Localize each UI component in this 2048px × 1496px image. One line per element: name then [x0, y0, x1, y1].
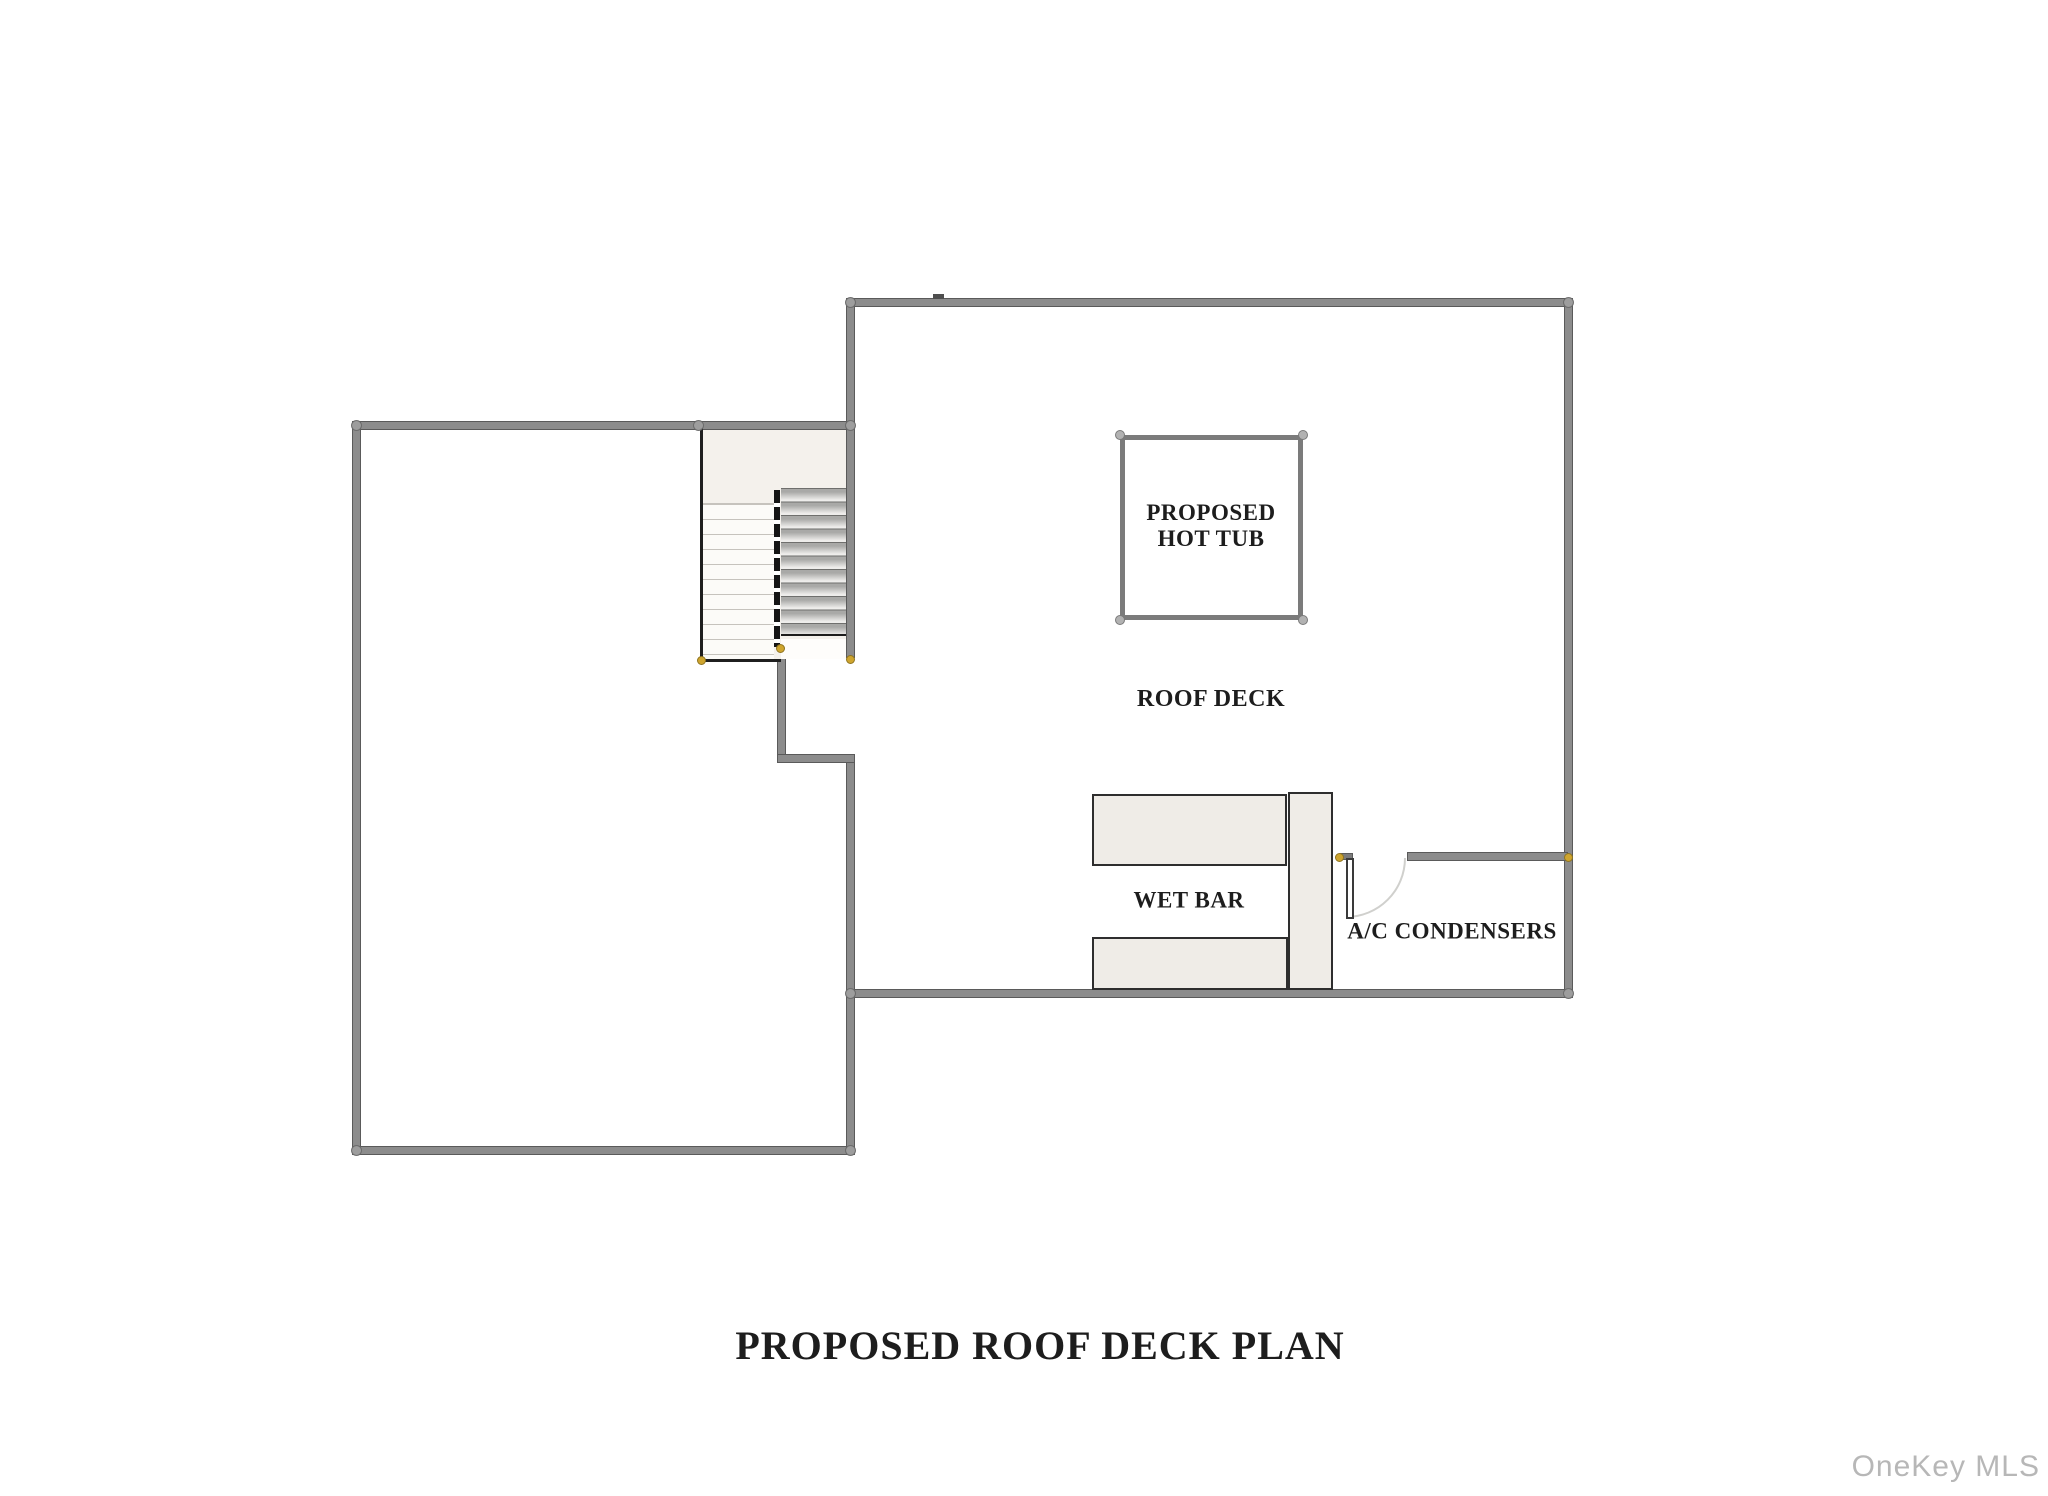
hot-tub-corner-post: [1115, 615, 1125, 625]
wall-ac-partition: [1407, 852, 1568, 861]
stairwell-bottom-wall: [700, 659, 781, 662]
wall-deck-left-upper: [846, 298, 855, 658]
wall-left-room-top: [352, 421, 855, 430]
wall-deck-left-lower: [846, 754, 855, 1155]
wall-left-room-bottom: [352, 1146, 855, 1155]
door-swing-arc: [1346, 858, 1406, 918]
wall-deck-top-notch: [933, 294, 944, 299]
wall-end-marker: [846, 655, 855, 664]
roof-deck-label: ROOF DECK: [1136, 685, 1286, 712]
wet-bar-top-counter: [1092, 794, 1287, 866]
plan-title: PROPOSED ROOF DECK PLAN: [735, 1323, 1345, 1368]
wall-node: [693, 420, 704, 431]
hot-tub-label-line2: HOT TUB: [1157, 526, 1265, 551]
stair-flight-right: [781, 488, 846, 636]
wall-deck-top: [846, 298, 1573, 307]
stair-center-rail: [774, 490, 780, 647]
hot-tub-corner-post: [1298, 430, 1308, 440]
wall-end-marker: [776, 644, 785, 653]
wall-node: [845, 1145, 856, 1156]
ac-room-door: [1346, 858, 1354, 919]
wet-bar-right-counter: [1288, 792, 1333, 990]
wet-bar-bottom-counter: [1092, 937, 1288, 990]
wall-node: [845, 988, 856, 999]
hot-tub-corner-post: [1298, 615, 1308, 625]
ac-condensers-label: A/C CONDENSERS: [1347, 918, 1557, 944]
wall-left-room-left: [352, 421, 361, 1155]
stair-flight-left: [703, 503, 774, 659]
wet-bar-label: WET BAR: [1133, 887, 1245, 913]
wall-deck-right: [1564, 298, 1573, 998]
wall-node: [845, 420, 856, 431]
wall-node: [1563, 988, 1574, 999]
wall-end-marker: [1564, 853, 1573, 862]
wall-node: [351, 420, 362, 431]
wall-stair-landing-jog: [777, 754, 855, 763]
wall-node: [1563, 297, 1574, 308]
wall-end-marker: [697, 656, 706, 665]
hot-tub-label-line1: PROPOSED: [1146, 500, 1276, 525]
hot-tub-corner-post: [1115, 430, 1125, 440]
door-hinge-marker: [1335, 853, 1344, 862]
wall-node: [845, 297, 856, 308]
wall-node: [351, 1145, 362, 1156]
wall-deck-bottom: [846, 989, 1573, 998]
hot-tub-label: [1131, 500, 1291, 552]
stair-lower-landing: [781, 639, 846, 659]
watermark: OneKey MLS: [1851, 1450, 2040, 1483]
